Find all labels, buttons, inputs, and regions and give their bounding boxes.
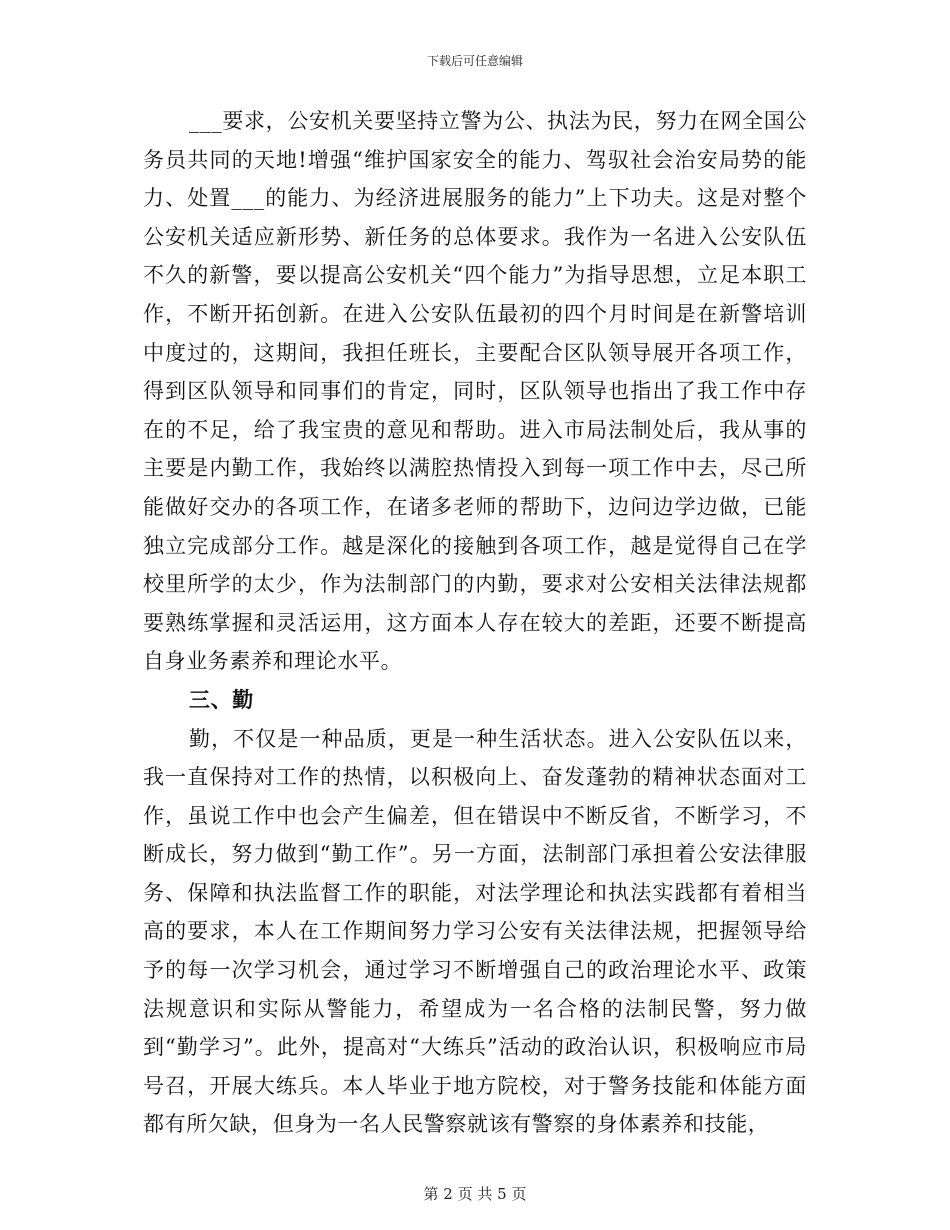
document-body [143, 102, 807, 1144]
page-footer: 第 2 页 共 5 页 [423, 1185, 527, 1203]
section-heading: 三、勤 [189, 686, 254, 712]
page-header: 下载后可任意编辑 [426, 54, 523, 68]
body-paragraph: 勤，不仅是一种品质，更是一种生活状态。进入公安队伍以来，我一直保持对工作的热情，以积极向上、奋发蓬勃的精神状态面对工作，虽说工作中也会产生偏差，但在错误中不断反省，不断学习，不断成长，努力做到“勤工作”。另一方面，法制部门承担着公安法律服务、保障和执法监督工作的职能，对法学理论和执法实践都有着相当高的要求，本人在工作期间努力学习公安有关法律法规，把握领导给予的每一次学习机会，通过学习不断增强自己的政治理论水平、政策法规意识和实际从警能力，希望成为一名合格的法制民警，努力做到“勤学习”。此外，提高对“大练兵”活动的政治认识，积极响应市局号召，开展大练兵。本人毕业于地方院校，对于警务技能和体能方面都有所欠缺，但身为一名人民警察就该有警察的身体素养和技能， [143, 726, 807, 1137]
body-paragraph: ___要求，公安机关要坚持立警为公、执法为民，努力在网全国公务员共同的天地!增强“维护国家安全的能力、驾驭社会治安局势的能力、处置___的能力、为经济进展服务的能力”上下功夫。这是对整个公安机关适应新形势、新任务的总体要求。我作为一名进入公安队伍不久的新警，要以提高公安机关“四个能力”为指导思想，立足本职工作，不断开拓创新。在进入公安队伍最初的四个月时间是在新警培训中度过的，这期间，我担任班长，主要配合区队领导展开各项工作，得到区队领导和同事们的肯定，同时，区队领导也指出了我工作中存在的不足，给了我宝贵的意见和帮助。进入市局法制处后，我从事的主要是内勤工作，我始终以满腔热情投入到每一项工作中去，尽己所能做好交办的各项工作，在诸多老师的帮助下，边问边学边做，已能独立完成部分工作。越是深化的接触到各项工作，越是觉得自己在学校里所学的太少，作为法制部门的内勤，要求对公安相关法律法规都要熟练掌握和灵活运用，这方面本人存在较大的差距，还要不断提高自身业务素养和理论水平。 [143, 109, 807, 674]
